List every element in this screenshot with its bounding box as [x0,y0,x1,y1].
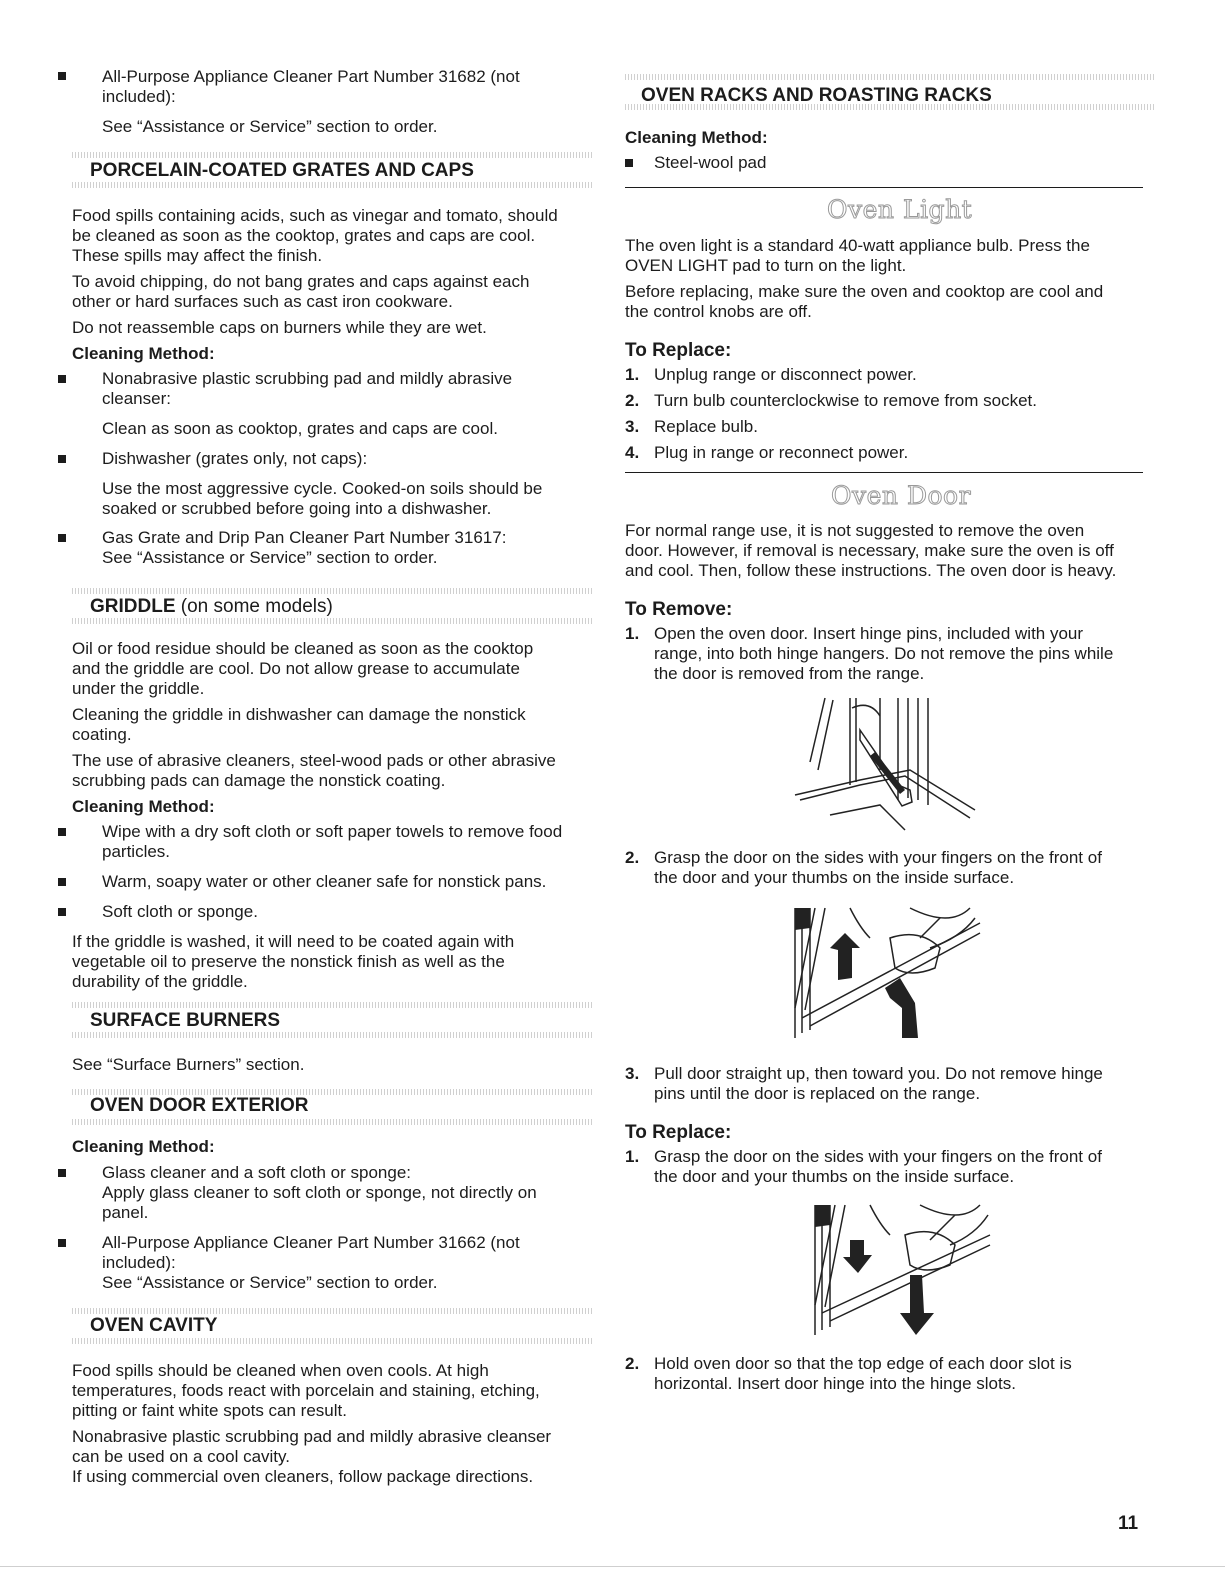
paragraph-line: Before replacing, make sure the oven and cooktop are cool and [625,282,1104,301]
paragraph-line: The use of abrasive cleaners, steel-wood pads or other abrasive [72,751,556,770]
bullet-marker [625,159,633,167]
oven-light-title: Oven Light [827,195,973,224]
bullet-marker [58,72,66,80]
bullet-marker [58,375,66,383]
section-heading-griddle [90,597,333,617]
bullet-line: included): [102,1253,176,1272]
step-text: Plug in range or reconnect power. [654,443,909,462]
bullet-line: panel. [102,1203,149,1222]
page-bottom-rule [0,1566,1225,1567]
paragraph-line: other or hard surfaces such as cast iron cookware. [72,292,453,311]
step-text: Grasp the door on the sides with your fingers on the front of [654,1147,1102,1166]
paragraph-line: coating. [72,725,132,744]
step-text: Unplug range or disconnect power. [654,365,917,384]
step-number: 2. [625,391,640,410]
paragraph-line: temperatures, foods react with porcelain and staining, etching, [72,1381,540,1400]
to-remove-label: To Remove: [625,599,733,620]
paragraph-line: Oil or food residue should be cleaned as soon as the cooktop [72,639,534,658]
step-number: 4. [625,443,640,462]
lower-door-illustration [810,1195,1000,1345]
page-number: 11 [1118,1513,1139,1534]
bullet-marker [58,1239,66,1247]
paragraph-line: Nonabrasive plastic scrubbing pad and mildly abrasive cleanser [72,1427,552,1446]
paragraph-line: OVEN LIGHT pad to turn on the light. [625,256,907,275]
step-text: Hold oven door so that the top edge of each door slot is [654,1354,1072,1373]
intro-bullet-sub: See “Assistance or Service” section to order. [102,117,438,136]
section-heading-oven-door-exterior: OVEN DOOR EXTERIOR [90,1095,309,1116]
paragraph-line: Do not reassemble caps on burners while they are wet. [72,318,487,337]
section-divider [625,472,1143,473]
bullet-line: Wipe with a dry soft cloth or soft paper towels to remove food [102,822,563,841]
intro-bullet-line: included): [102,87,176,106]
oven-door-title: Oven Door [831,481,972,510]
step-text: the door and your thumbs on the inside surface. [654,1167,1015,1186]
step-number: 1. [625,365,640,384]
step-number: 2. [625,848,640,867]
step-number: 1. [625,1147,640,1166]
bullet-marker [58,534,66,542]
bullet-line: Dishwasher (grates only, not caps): [102,449,368,468]
paragraph-line: The oven light is a standard 40-watt appliance bulb. Press the [625,236,1090,255]
section-heading-oven-cavity: OVEN CAVITY [90,1315,218,1336]
bullet-sub: Clean as soon as cooktop, grates and caps are cool. [102,419,498,438]
bullet-line: Gas Grate and Drip Pan Cleaner Part Number 31617: [102,528,507,547]
bullet-sub: soaked or scrubbed before going into a dishwasher. [102,499,492,518]
to-replace-label: To Replace: [625,340,732,361]
paragraph-line: Cleaning the griddle in dishwasher can damage the nonstick [72,705,526,724]
paragraph-line: Food spills should be cleaned when oven cools. At high [72,1361,489,1380]
step-text: horizontal. Insert door hinge into the hinge slots. [654,1374,1016,1393]
paragraph-line: If the griddle is washed, it will need to be coated again with [72,932,515,951]
paragraph-line: door. However, if removal is necessary, make sure the oven is off [625,541,1114,560]
bullet-line: All-Purpose Appliance Cleaner Part Number 31662 (not [102,1233,520,1252]
bullet-sub: Use the most aggressive cycle. Cooked-on soils should be [102,479,543,498]
step-text: the door and your thumbs on the inside surface. [654,868,1015,887]
bullet-line: Glass cleaner and a soft cloth or sponge: [102,1163,412,1182]
step-text: the door is removed from the range. [654,664,925,683]
paragraph-line: For normal range use, it is not suggested to remove the oven [625,521,1085,540]
paragraph-line: To avoid chipping, do not bang grates and caps against each [72,272,530,291]
paragraph-line: Food spills containing acids, such as vinegar and tomato, should [72,206,558,225]
section-heading-surface-burners: SURFACE BURNERS [90,1010,281,1031]
paragraph-line: See “Surface Burners” section. [72,1055,305,1074]
bullet-line: Soft cloth or sponge. [102,902,258,921]
paragraph-line: and cool. Then, follow these instructions. The oven door is heavy. [625,561,1117,580]
bullet-marker [58,828,66,836]
bullet-line: See “Assistance or Service” section to order. [102,1273,438,1292]
paragraph-line: be cleaned as soon as the cooktop, grates and caps are cool. [72,226,536,245]
paragraph-line: the control knobs are off. [625,302,812,321]
step-text: Turn bulb counterclockwise to remove from socket. [654,391,1037,410]
griddle-heading: GRIDDLE [90,596,176,617]
bullet-marker [58,455,66,463]
cleaning-method-label: Cleaning Method: [72,1137,215,1156]
bullet-line: cleanser: [102,389,171,408]
step-number: 1. [625,624,640,643]
paragraph-line: and the griddle are cool. Do not allow grease to accumulate [72,659,520,678]
step-number: 2. [625,1354,640,1373]
bullet-line: Apply glass cleaner to soft cloth or sponge, not directly on [102,1183,537,1202]
hinge-pin-illustration [790,690,990,840]
step-text: range, into both hinge hangers. Do not remove the pins while [654,644,1114,663]
step-text: Replace bulb. [654,417,758,436]
bullet-marker [58,878,66,886]
cleaning-method-label: Cleaning Method: [72,797,215,816]
step-text: Grasp the door on the sides with your fingers on the front of [654,848,1102,867]
to-replace-label: To Replace: [625,1122,732,1143]
paragraph-line: If using commercial oven cleaners, follow package directions. [72,1467,534,1486]
bullet-line: particles. [102,842,171,861]
paragraph-line: pitting or faint white spots can result. [72,1401,347,1420]
step-text: pins until the door is replaced on the range. [654,1084,981,1103]
paragraph-line: These spills may affect the finish. [72,246,323,265]
paragraph-line: scrubbing pads can damage the nonstick coating. [72,771,446,790]
paragraph-line: vegetable oil to preserve the nonstick finish as well as the [72,952,505,971]
lift-door-illustration [790,898,990,1048]
paragraph-line: under the griddle. [72,679,205,698]
bullet-line: Warm, soapy water or other cleaner safe for nonstick pans. [102,872,547,891]
paragraph-line: can be used on a cool cavity. [72,1447,290,1466]
bullet-line: Nonabrasive plastic scrubbing pad and mildly abrasive [102,369,513,388]
step-number: 3. [625,417,640,436]
section-divider [625,187,1143,188]
bullet-marker [58,908,66,916]
griddle-heading-note: (on some models) [180,596,333,617]
paragraph-line: durability of the griddle. [72,972,248,991]
bullet-line: See “Assistance or Service” section to order. [102,548,438,567]
bullet-marker [58,1169,66,1177]
section-heading-racks: OVEN RACKS AND ROASTING RACKS [641,85,992,106]
step-number: 3. [625,1064,640,1083]
intro-bullet-line: All-Purpose Appliance Cleaner Part Number 31682 (not [102,67,520,86]
section-heading-porcelain: PORCELAIN-COATED GRATES AND CAPS [90,160,474,181]
step-text: Open the oven door. Insert hinge pins, included with your [654,624,1084,643]
bullet-line: Steel-wool pad [654,153,767,172]
cleaning-method-label: Cleaning Method: [625,128,768,147]
cleaning-method-label: Cleaning Method: [72,344,215,363]
step-text: Pull door straight up, then toward you. Do not remove hinge [654,1064,1103,1083]
